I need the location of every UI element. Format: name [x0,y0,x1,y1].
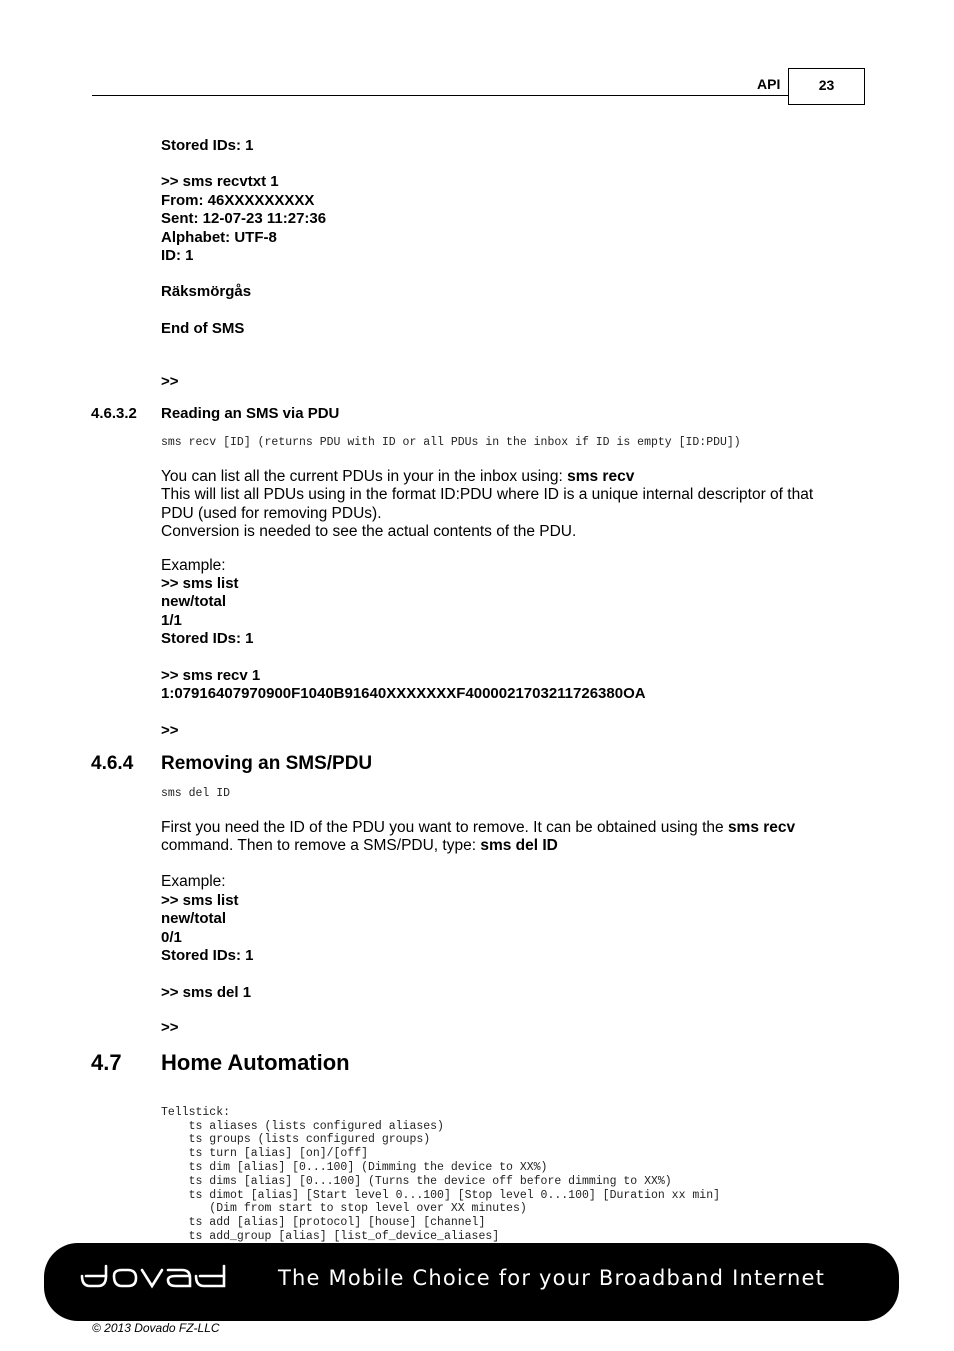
section-title: Reading an SMS via PDU [161,405,340,422]
example-label: Example: [161,557,226,574]
command: sms recv [727,819,796,836]
output-line: End of SMS [161,319,245,337]
page-number: 23 [788,68,865,105]
header-section-label: API [757,76,781,92]
code-line: ts turn [alias] [on]/[off] [161,1147,369,1161]
example-output [161,575,646,703]
prompt: >> [161,1019,179,1036]
paragraph-line [161,837,861,855]
syntax-code: sms del ID [161,787,231,800]
footer-tagline: The Mobile Choice for your Broadband Internet [278,1266,826,1290]
code-line: ts aliases (lists configured aliases) [161,1119,444,1133]
section-title: Removing an SMS/PDU [161,753,373,774]
output-line: Stored IDs: 1 [161,137,254,154]
example-label: Example: [161,873,226,890]
section-number: 4.6.4 [91,753,134,774]
paragraph-line [161,468,861,486]
code-line: ts add [alias] [protocol] [house] [channel] [161,1216,486,1230]
section-number: 4.7 [91,1050,122,1075]
code-line: ts dims [alias] [0...100] (Turns the device off before dimming to XX%) [161,1174,672,1188]
output-line: 1:07916407970900F1040B91640XXXXXXXF4000021703211726380OA [161,685,646,703]
paragraph [161,468,861,541]
text: You can list all the current PDUs in your in the inbox using: [161,468,568,485]
code-line: (Dim from start to stop level over XX minutes) [161,1202,527,1216]
paragraph-line: This will list all PDUs using in the format ID:PDU where ID is a unique internal descriptor of that [161,486,814,504]
code-line: ts groups (lists configured groups) [161,1133,431,1147]
section-number: 4.6.3.2 [91,405,137,422]
output-line: >> sms list [161,575,239,592]
output-line: Stored IDs: 1 [161,630,254,648]
dovado-logo [78,1262,228,1297]
text: First you need the ID of the PDU you want to remove. It can be obtained using the [161,819,728,836]
output-line: >> sms del 1 [161,983,252,1001]
code-line: ts dimot [alias] [Start level 0...100] [Stop level 0...100] [Duration xx min] [161,1188,720,1202]
output-line: new/total [161,593,227,611]
output-line: new/total [161,910,227,928]
command: sms del ID [480,837,558,855]
output-line [161,649,646,667]
output-line: From: 46XXXXXXXXX [161,191,315,209]
tellstick-commands [161,1092,720,1258]
copyright: © 2013 Dovado FZ-LLC [92,1321,220,1335]
output-line [161,302,326,320]
paragraph-line: PDU (used for removing PDUs). [161,504,382,522]
paragraph-line [161,819,861,837]
code-line: ts add_group [alias] [list_of_device_aliases] [161,1229,500,1243]
output-line: >> sms list [161,892,239,909]
output-line: Alphabet: UTF-8 [161,228,277,246]
output-line: ID: 1 [161,247,194,265]
output-line: Stored IDs: 1 [161,947,254,965]
output-line [161,265,326,283]
prompt: >> [161,722,179,739]
prompt: >> [161,373,179,390]
output-line [161,966,254,984]
output-line: 0/1 [161,928,182,946]
example-output [161,892,254,1002]
output-line: >> sms recvtxt 1 [161,173,279,191]
output-line: >> sms recv 1 [161,666,261,684]
output-line: Räksmörgås [161,283,252,301]
header-rule [92,95,788,96]
sms-recvtxt-output [161,137,326,338]
output-line: Sent: 12-07-23 11:27:36 [161,210,327,228]
output-line [161,155,326,173]
code-line: ts dim [alias] [0...100] (Dimming the device to XX%) [161,1160,548,1174]
section-title: Home Automation [161,1050,350,1075]
command: sms recv [567,468,635,485]
dovado-logo-icon [78,1262,228,1292]
text: command. Then to remove a SMS/PDU, type: [161,837,481,855]
paragraph [161,819,861,856]
code-line: Tellstick: [161,1105,231,1119]
syntax-code: sms recv [ID] (returns PDU with ID or all PDUs in the inbox if ID is empty [ID:PDU]) [161,436,741,449]
paragraph-line: Conversion is needed to see the actual contents of the PDU. [161,522,577,540]
output-line: 1/1 [161,611,182,629]
